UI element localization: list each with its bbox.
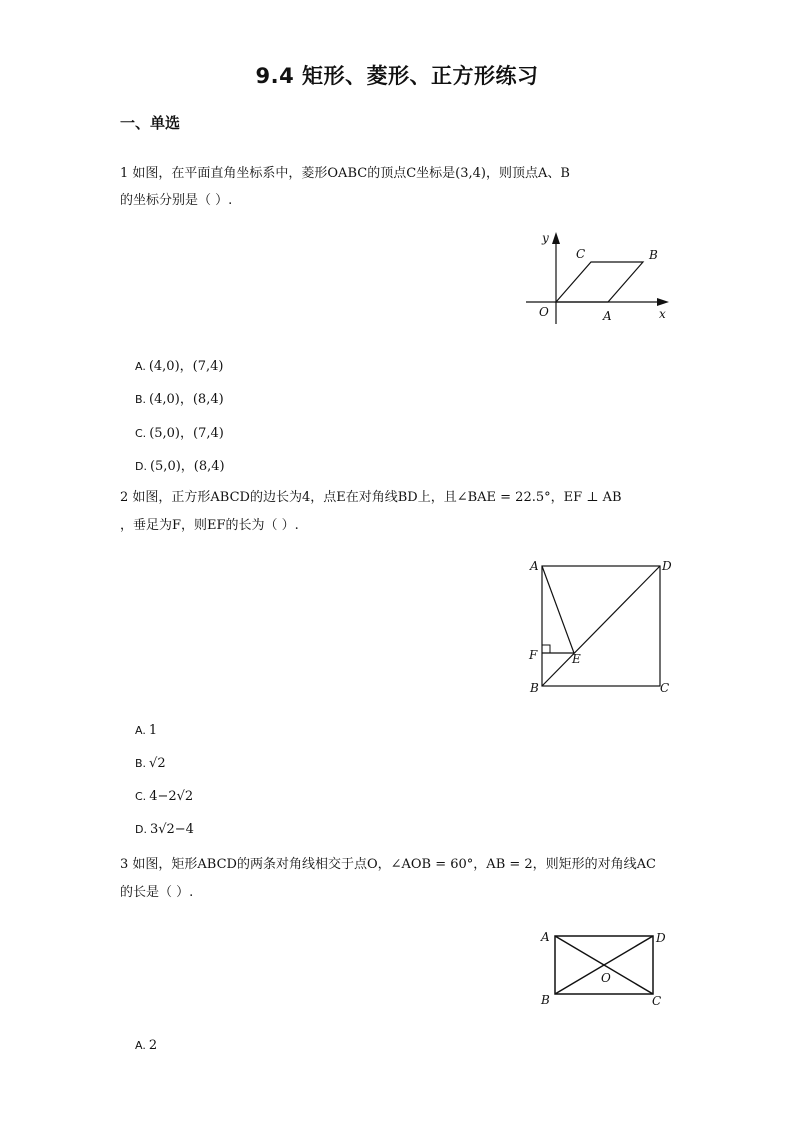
question-1-option-a[interactable] xyxy=(135,355,223,374)
option-text: (5,0)，(7,4) xyxy=(149,426,224,441)
point-f-label: F xyxy=(529,648,538,662)
option-text: (4,0)，(8,4) xyxy=(149,392,224,407)
point-e-label: E xyxy=(572,652,581,666)
question-1-option-b[interactable] xyxy=(135,388,224,407)
question-2-option-c[interactable] xyxy=(135,789,193,804)
y-axis-label: y xyxy=(542,231,549,245)
option-text: (4,0)，(7,4) xyxy=(148,359,224,374)
option-label: B. xyxy=(135,393,147,406)
point-a-label: A xyxy=(603,309,612,323)
option-label: C. xyxy=(135,427,147,440)
question-3-option-a[interactable] xyxy=(135,1038,157,1053)
question-2-option-d[interactable] xyxy=(135,822,194,837)
option-label: B. xyxy=(135,757,147,770)
option-label: C. xyxy=(135,790,147,803)
question-2-option-b[interactable] xyxy=(135,756,166,771)
x-axis-arrow xyxy=(657,298,669,306)
point-a-label: A xyxy=(541,930,550,944)
rectangle-diagonals-figure xyxy=(535,925,675,1010)
question-3-line-1: 3 如图，矩形ABCD的两条对角线相交于点O，∠AOB = 60°，AB = 2，则矩形的对角线AC xyxy=(120,857,657,872)
option-label: D. xyxy=(135,460,147,473)
diagonal-bd xyxy=(542,566,660,686)
section-heading: 一、单选 xyxy=(120,114,181,132)
option-label: A. xyxy=(135,360,146,373)
option-text: (5,0)，(8,4) xyxy=(149,459,225,474)
question-1-line-1: 1 如图，在平面直角坐标系中，菱形OABC的顶点C坐标是(3,4)，则顶点A、B xyxy=(120,166,570,181)
point-a-label: A xyxy=(530,559,539,573)
option-label: A. xyxy=(135,724,146,737)
point-d-label: D xyxy=(656,931,666,945)
page-title: 9.4 矩形、菱形、正方形练习 xyxy=(255,64,539,88)
square-diagonal-figure xyxy=(525,555,680,700)
option-text: √2 xyxy=(149,756,166,771)
option-label: A. xyxy=(135,1039,146,1052)
option-text: 4−2√2 xyxy=(149,789,194,804)
question-1-option-d[interactable] xyxy=(135,455,225,474)
point-b-label: B xyxy=(541,993,550,1007)
option-text: 2 xyxy=(148,1038,158,1053)
question-2-option-a[interactable] xyxy=(135,723,157,738)
question-1-line-2: 的坐标分别是（ ）. xyxy=(120,193,233,208)
question-2-line-2: ，垂足为F，则EF的长为（ ）. xyxy=(120,518,299,533)
rhombus-oabc xyxy=(556,262,643,302)
point-c-label: C xyxy=(576,247,586,261)
option-label: D. xyxy=(135,823,147,836)
question-2-line-1: 2 如图，正方形ABCD的边长为4，点E在对角线BD上，且∠BAE = 22.5°，EF ⊥ AB xyxy=(120,490,622,505)
point-c-label: C xyxy=(652,994,662,1008)
right-angle-mark xyxy=(542,645,550,653)
question-1-option-c[interactable] xyxy=(135,422,224,441)
option-text: 1 xyxy=(148,723,158,738)
segment-ae xyxy=(542,566,574,653)
option-text: 3√2−4 xyxy=(149,822,194,837)
point-b-label: B xyxy=(530,681,539,695)
point-o-label: O xyxy=(601,971,611,985)
question-3-line-2: 的长是（ ）. xyxy=(120,885,194,900)
x-axis-label: x xyxy=(659,307,666,321)
y-axis-arrow xyxy=(552,232,560,244)
point-o-label: O xyxy=(539,305,549,319)
point-c-label: C xyxy=(660,681,670,695)
rhombus-coordinate-figure xyxy=(520,228,680,328)
point-b-label: B xyxy=(649,248,658,262)
point-d-label: D xyxy=(662,559,672,573)
